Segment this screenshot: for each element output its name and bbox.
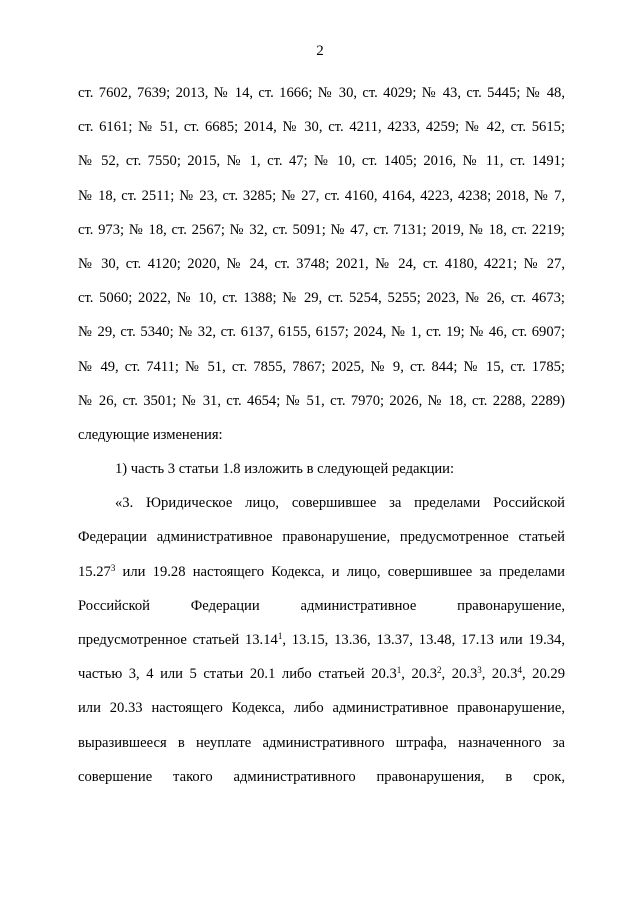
text-line: или 20.33 настоящего Кодекса, либо административное правонарушение, xyxy=(78,700,565,717)
text-run: предусмотренное статьей 13.14 xyxy=(78,632,278,648)
text-run: 15.27 xyxy=(78,563,111,580)
superscript: 4 xyxy=(517,665,522,676)
text-run: , 13.15, 13.36, 13.37, 13.48, 17.13 или 19.34, xyxy=(282,632,565,648)
text-line: выразившееся в неуплате административного штрафа, назначенного за xyxy=(78,734,565,751)
text-line: «3. Юридическое лицо, совершившее за пределами Российской xyxy=(115,495,565,512)
text-line: ст. 6161; № 51, ст. 6685; 2014, № 30, ст. 4211, 4233, 4259; № 42, ст. 5615; xyxy=(78,119,565,136)
document-body xyxy=(78,76,565,794)
text-line: 1) часть 3 статьи 1.8 изложить в следующей редакции: xyxy=(115,461,455,478)
superscript: 3 xyxy=(110,562,116,573)
text-line: Федерации административное правонарушение, предусмотренное статьей xyxy=(78,529,565,546)
text-run: частью 3, 4 или 5 статьи 20.1 либо статьей 20.3 xyxy=(78,666,397,683)
page-number: 2 xyxy=(316,43,324,59)
text-line: № 29, ст. 5340; № 32, ст. 6137, 6155, 6157; 2024, № 1, ст. 19; № 46, ст. 6907; xyxy=(78,324,565,341)
text-line: № 49, ст. 7411; № 51, ст. 7855, 7867; 2025, № 9, ст. 844; № 15, ст. 1785; xyxy=(78,358,565,375)
text-line: № 52, ст. 7550; 2015, № 1, ст. 47; № 10, ст. 1405; 2016, № 11, ст. 1491; xyxy=(78,153,565,170)
superscript: 3 xyxy=(477,665,482,676)
text-line: следующие изменения: xyxy=(78,426,223,443)
text-line: № 30, ст. 4120; 2020, № 24, ст. 3748; 2021, № 24, ст. 4180, 4221; № 27, xyxy=(78,255,565,272)
text-line: ст. 973; № 18, ст. 2567; № 32, ст. 5091; № 47, ст. 7131; 2019, № 18, ст. 2219; xyxy=(78,221,565,238)
text-run: или 19.28 настоящего Кодекса, и лицо, совершившее за пределами xyxy=(115,563,565,580)
text-run: , 20.3 xyxy=(441,666,478,683)
text-line xyxy=(78,555,565,589)
text-line xyxy=(78,623,565,657)
text-run: , 20.3 xyxy=(481,666,518,683)
text-run: , 20.3 xyxy=(401,666,438,683)
text-line: ст. 5060; 2022, № 10, ст. 1388; № 29, ст. 5254, 5255; 2023, № 26, ст. 4673; xyxy=(78,290,565,307)
text-line: Российской Федерации административное правонарушение, xyxy=(78,597,565,614)
text-line: № 18, ст. 2511; № 23, ст. 3285; № 27, ст. 4160, 4164, 4223, 4238; 2018, № 7, xyxy=(78,187,565,204)
text-run: , 20.29 xyxy=(521,666,566,683)
superscript: 1 xyxy=(396,665,402,676)
text-line: ст. 7602, 7639; 2013, № 14, ст. 1666; № 30, ст. 4029; № 43, ст. 5445; № 48, xyxy=(78,85,565,101)
text-line xyxy=(78,657,565,691)
superscript: 2 xyxy=(437,665,442,676)
superscript: 1 xyxy=(277,631,283,642)
text-line: совершение такого административного правонарушения, в срок, xyxy=(78,768,565,785)
text-line: № 26, ст. 3501; № 31, ст. 4654; № 51, ст. 7970; 2026, № 18, ст. 2288, 2289) xyxy=(78,392,565,409)
